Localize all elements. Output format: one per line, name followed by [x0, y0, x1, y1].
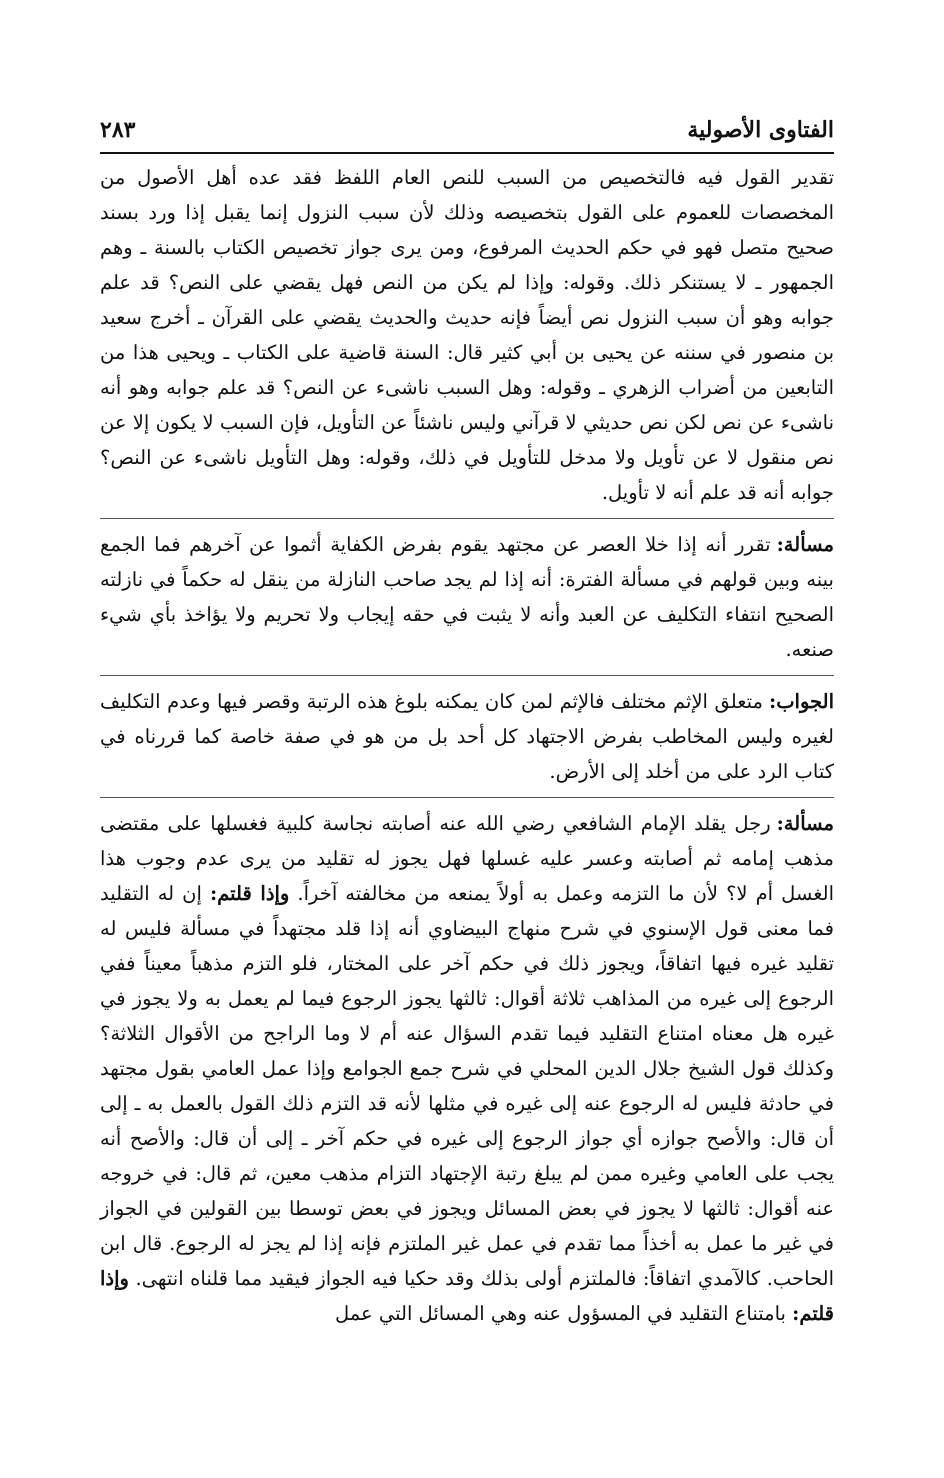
if-you-said-label-2: وإذا قلتم: [100, 1267, 834, 1325]
section-separator-1 [100, 518, 834, 519]
question-2-text-a: رجل يقلد الإمام الشافعي رضي الله عنه أصابته نجاسة كلبية فغسلها على مقتضى مذهب إمامه ثم أصابته وعسر عليه غسلها فهل يجوز له تقليد من يرى عدم وجوب هذا الغسل أم لا؟ لأن ما التزمه وعمل به أولاً يمنعه من مخالفته آخراً. [100, 812, 835, 905]
header-rule [100, 152, 834, 154]
section-separator-3 [100, 797, 834, 798]
section-separator-2 [100, 675, 834, 676]
paragraph-1 [100, 160, 834, 510]
paragraph-answer-1 [100, 684, 834, 789]
page-number: ٢٨٣ [100, 117, 136, 143]
question-2-text-c: بامتناع التقليد في المسؤول عنه وهي المسائل التي عمل [334, 1302, 786, 1325]
running-title: الفتاوى الأصولية [687, 117, 834, 143]
question-label: مسألة: [776, 533, 834, 556]
paragraph-1-text: تقدير القول فيه فالتخصيص من السبب للنص العام اللفظ فقد عده أهل الأصول من المخصصات للعموم على القول بتخصيصه وذلك لأن سبب النزول إنما يقبل إذا ورد بسند صحيح متصل فهو في حكم الحديث المرفوع، ومن يرى جواز تخصيص الكتاب بالسنة ـ وهم الجمهور ـ لا يستنكر ذلك. وقوله: وإذا لم يكن من النص فهل يقضي على النص؟ قد علم جوابه وهو أن سبب النزول نص أيضاً فإنه حديث والحديث يقضي على القرآن ـ أخرج سعيد بن منصور في سننه عن يحيى بن أبي كثير قال: السنة قاضية على الكتاب ـ ويحيى هذا من التابعين من أضراب الزهري ـ وقوله: وهل السبب ناشىء عن النص؟ قد علم جوابه وهو أنه ناشىء عن نص لكن نص حديثي لا قرآني وليس ناشئاً عن التأويل، فإن السبب لا يكون إلا عن نص منقول لا عن تأويل ولا مدخل للتأويل في ذلك، وقوله: وهل التأويل ناشىء عن النص؟ جوابه أنه قد علم أنه لا تأويل. [100, 166, 834, 504]
page-body [100, 160, 834, 1331]
if-you-said-label-1: وإذا قلتم: [209, 882, 290, 905]
question-label-2: مسألة: [776, 812, 834, 835]
question-1-text: تقرر أنه إذا خلا العصر عن مجتهد يقوم بفرض الكفاية أثموا عن آخرهم فما الجمع بينه وبين قولهم في مسألة الفترة: أنه إذا لم يجد صاحب النازلة من ينقل له حكماً في نازلته الصحيح انتفاء التكليف عن العبد وأنه لا يثبت في حقه إيجاب ولا تحريم ولا يؤاخذ بأي شيء صنعه. [100, 533, 834, 661]
answer-label: الجواب: [769, 690, 834, 713]
paragraph-question-2 [100, 806, 834, 1331]
paragraph-question-1 [100, 527, 834, 667]
answer-1-text: متعلق الإثم مختلف فالإثم لمن كان يمكنه بلوغ هذه الرتبة وقصر فيها وعدم التكليف لغيره وليس المخاطب بفرض الاجتهاد كل أحد بل من هو في صفة خاصة كما قررناه في كتاب الرد على من أخلد إلى الأرض. [100, 690, 834, 783]
question-2-text-b: إن له التقليد فما معنى قول الإسنوي في شرح منهاج البيضاوي أنه إذا قلد مجتهداً في مسألة فليس له تقليد غيره فيها اتفاقاً، ويجوز ذلك في حكم آخر على المختار، فلو التزم مذهباً معيناً ففي الرجوع إلى غيره من المذاهب ثلاثة أقوال: ثالثها يجوز الرجوع فيما لم يعمل به ولا يجوز في غيره هل معناه امتناع التقليد فيما تقدم السؤال عنه أم لا وما الراجح من الأقوال الثلاثة؟ وكذلك قول الشيخ جلال الدين المحلي في شرح جمع الجوامع وإذا عمل العامي بقول مجتهد في حادثة فليس له الرجوع عنه إلى غيره في مثلها لأنه قد التزم ذلك القول بالعمل به ـ إلى أن قال: والأصح جوازه أي جواز الرجوع إلى غيره في حكم آخر ـ إلى أن قال: والأصح أنه يجب على العامي وغيره ممن لم يبلغ رتبة الإجتهاد التزام مذهب معين، ثم قال: في خروجه عنه أقوال: ثالثها لا يجوز في بعض المسائل ويجوز في بعض توسطا بين القولين في الجواز في غير ما عمل به أخذاً مما تقدم في عمل غير الملتزم فإنه إذا لم يجز له الرجوع. قال ابن الحاحب. كالآمدي اتفاقاً: فالملتزم أولى بذلك وقد حكيا فيه الجواز فيقيد مما قلناه انتهى. [100, 882, 834, 1290]
book-page [100, 112, 834, 1339]
page-header [100, 112, 834, 148]
